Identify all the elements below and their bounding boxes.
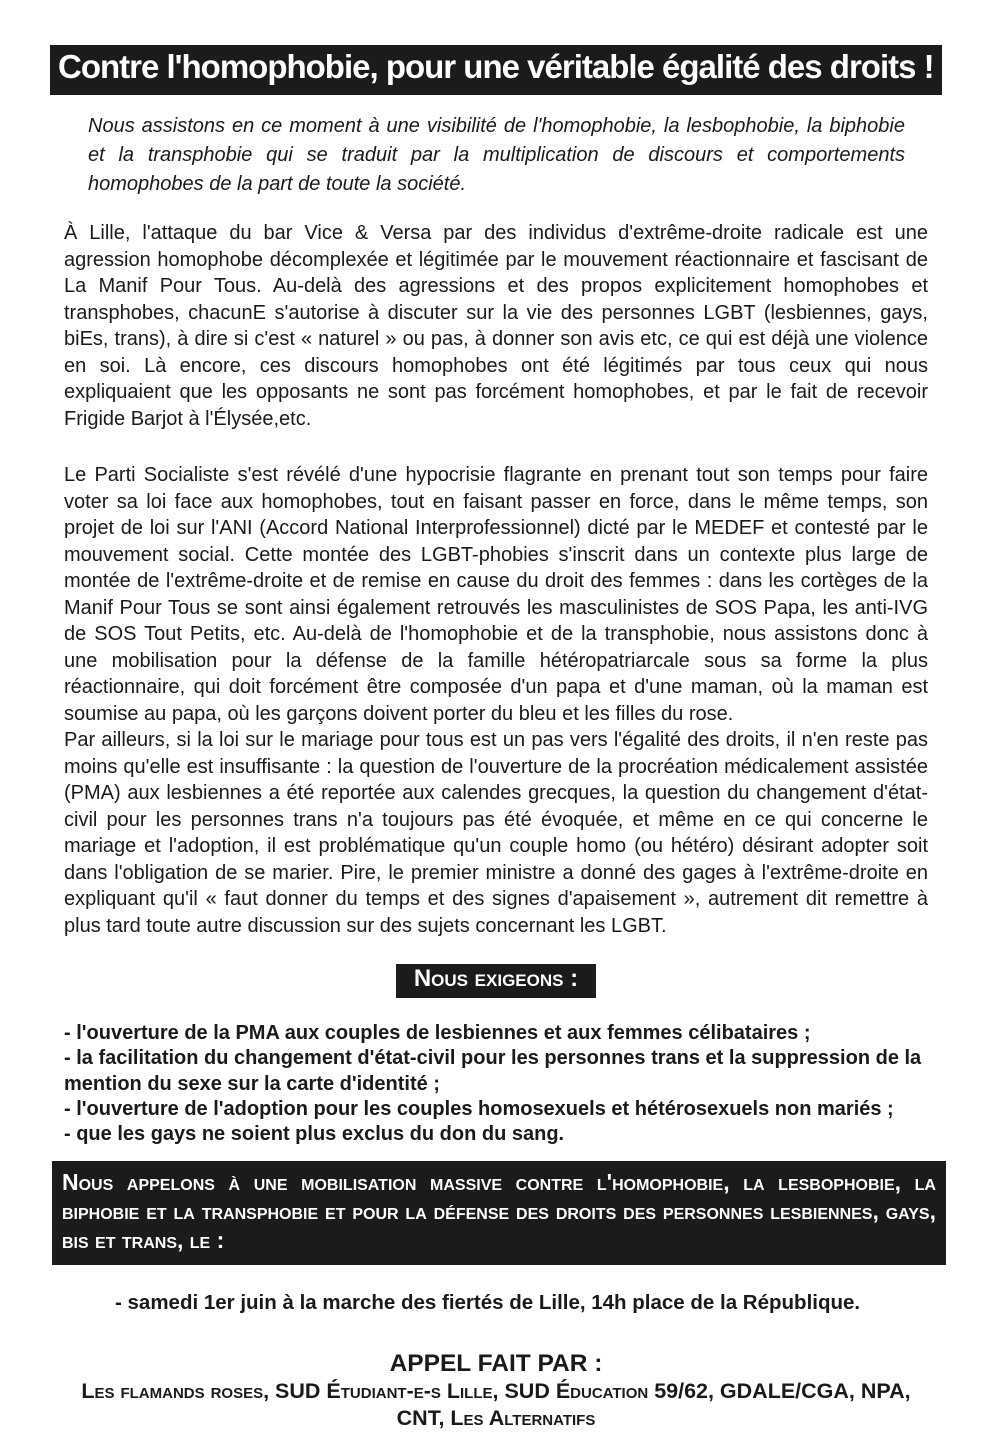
demands-list bbox=[64, 1021, 928, 1147]
page-title-bar bbox=[50, 45, 942, 95]
demands-heading: Nous exigeons : bbox=[396, 964, 596, 998]
footer-organisations: Les flamands roses, SUD Étudiant-e-s Lille, SUD Éducation 59/62, GDALE/CGA, NPA, CNT, Les Alternatifs bbox=[81, 1379, 911, 1431]
footer-heading: APPEL FAIT PAR : bbox=[389, 1350, 603, 1378]
body-text bbox=[64, 220, 928, 939]
body-paragraph-2: Le Parti Socialiste s'est révélé d'une hypocrisie flagrante en prenant tout son temps pour faire voter sa loi face aux homophobes, tout en faisant passer en force, dans le même temps, son projet de loi sur l'ANI (Accord National Interprofessionnel) dicté par le MEDEF et contesté par le mouvement social. Cette montée des LGBT-phobies s'inscrit dans un contexte plus large de montée de l'extrême-droite et de remise en cause du droit des femmes : dans les cortèges de la Manif Pour Tous se sont ainsi également retrouvés les masculinistes de SOS Papa, les anti-IVG de SOS Tout Petits, etc. Au-delà de l'homophobie et de la transphobie, nous assistons donc à une mobilisation pour la défense de la famille hétéropatriarcale sous sa forme la plus réactionnaire, qui doit forcément être composée d'un papa et d'une maman, où la maman est soumise au papa, où les garçons doivent porter du bleu et les filles du rose. bbox=[64, 464, 928, 725]
body-paragraph-1: À Lille, l'attaque du bar Vice & Versa par des individus d'extrême-droite radicale est une agression homophobe décomplexée et légitimée par le mouvement réactionnaire et fascisant de La Manif Pour Tous. Au-delà des agressions et des propos explicitement homophobes et transphobes, chacunE s'autorise à discuter sur la vie des personnes LGBT (lesbiennes, gays, biEs, trans), à dire si c'est « naturel » ou pas, à donner son avis etc, ce qui est déjà une violence en soi. Là encore, ces discours homophobes ont été légitimés par tous ceux qui nous expliquaient que les opposants ne sont pas forcément homophobes, et par le fait de recevoir Frigide Barjot à l'Élysée,etc. bbox=[64, 222, 928, 430]
demand-item-2: - la facilitation du changement d'état-civil pour les personnes trans et la suppression de la mention du sexe sur la carte d'identité ; bbox=[64, 1047, 922, 1095]
demands-heading-row bbox=[64, 964, 928, 998]
call-to-action-banner: Nous appelons à une mobilisation massive contre l'homophobie, la lesbophobie, la biphobie et la transphobie et pour la défense des droits des personnes lesbiennes, gays, bis et trans, le : bbox=[52, 1161, 946, 1265]
demand-item-1: - l'ouverture de la PMA aux couples de lesbiennes et aux femmes célibataires ; bbox=[64, 1022, 811, 1044]
demand-item-3: - l'ouverture de l'adoption pour les couples homosexuels et hétérosexuels non mariés ; bbox=[64, 1097, 894, 1120]
demand-item-4: - que les gays ne soient plus exclus du don du sang. bbox=[64, 1123, 565, 1146]
intro-paragraph: Nous assistons en ce moment à une visibilité de l'homophobie, la lesbophobie, la biphobie et la transphobie qui se traduit par la multiplication de discours et comportements homophobes de la part de toute la société. bbox=[88, 115, 905, 195]
body-paragraph-3: Par ailleurs, si la loi sur le mariage pour tous est un pas vers l'égalité des droits, il n'en reste pas moins qu'elle est insuffisante : la question de l'ouverture de la procréation médicalement assistée (PMA) aux lesbiennes a été reportée aux calendes grecques, la question du changement d'état-civil pour les personnes trans n'a toujours pas été évoquée, et même en ce qui concerne le mariage et l'adoption, il est problématique qu'un couple homo (ou hétéro) désirant adopter soit dans l'obligation de se marier. Pire, le premier ministre a donné des gages à l'extrême-droite en expliquant qu'il « faut donner du temps et des signes d'apaisement », autrement dit remettre à plus tard toute autre discussion sur des sujets concernant les LGBT. bbox=[64, 729, 928, 937]
event-date-line: - samedi 1er juin à la marche des fiertés de Lille, 14h place de la République. bbox=[115, 1291, 861, 1315]
page-title: Contre l'homophobie, pour une véritable égalité des droits ! bbox=[58, 48, 934, 85]
